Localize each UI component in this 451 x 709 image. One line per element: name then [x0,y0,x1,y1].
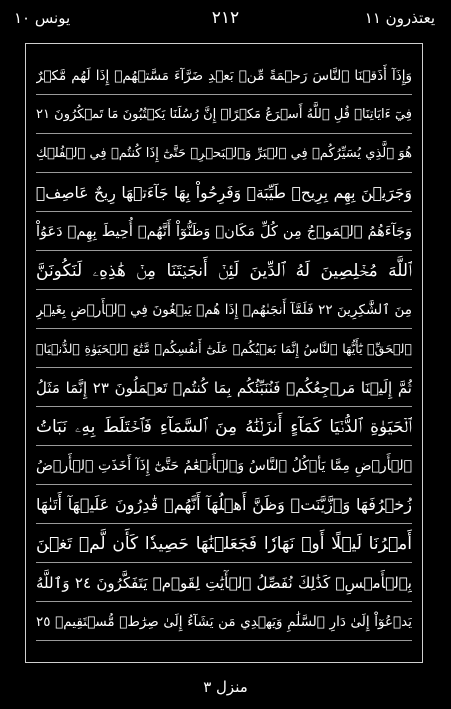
page-number: ٢١٢ [211,8,240,28]
juz-title: يعتذرون ١١ [364,9,435,27]
verse-line: زُخۡرُفَهَا وَٱزَّيَّنَتۡ وَظَنَّ أَهۡلُهَآ أَنَّهُمۡ قَٰدِرُونَ عَلَيۡهَآ أَتَىٰهَا [36,488,412,524]
verse-line: وَجَرَيۡنَ بِهِم بِرِيحٖ طَيِّبَةٖ وَفَرِحُواْ بِهَا جَآءَتۡهَا رِيحٌ عَاصِفٞ [36,176,412,212]
surah-title: يونس ١٠ [14,9,71,27]
verse-line: يَدۡعُوٓاْ إِلَىٰ دَارِ ٱلسَّلَٰمِ وَيَهۡدِي مَن يَشَآءُ إِلَىٰ صِرَٰطٖ مُّسۡتَقِيمٖ ٢٥ [36,605,412,641]
verse-line: ٱلۡحَيَوٰةِ ٱلدُّنۡيَا كَمَآءٍ أَنزَلۡنَٰهُ مِنَ ٱلسَّمَآءِ فَٱخۡتَلَطَ بِهِۦ نَبَاتُ [36,410,412,446]
verse-line: ٱلۡحَقِّۗ يَٰٓأَيُّهَا ٱلنَّاسُ إِنَّمَا بَغۡيُكُمۡ عَلَىٰٓ أَنفُسِكُمۖ مَّتَٰعَ ٱلۡحَيَوٰةِ ٱلدُّنۡيَاۖ [36,332,412,368]
page-header [0,6,451,32]
verse-line: مِنَ ٱلشَّٰكِرِينَ ٢٢ فَلَمَّآ أَنجَىٰهُمۡ إِذَا هُمۡ يَبۡغُونَ فِي ٱلۡأَرۡضِ بِغَيۡرِ [36,293,412,329]
manzil-footer: منزل ٣ [203,678,248,696]
verse-line: ثُمَّ إِلَيۡنَا مَرۡجِعُكُمۡ فَنُنَبِّئُكُم بِمَا كُنتُمۡ تَعۡمَلُونَ ٢٣ إِنَّمَا مَثَلُ [36,371,412,407]
verse-line: وَإِذَآ أَذَقۡنَا ٱلنَّاسَ رَحۡمَةً مِّنۢ بَعۡدِ ضَرَّآءَ مَسَّتۡهُمۡ إِذَا لَهُم مَّكۡرٌ [36,59,412,95]
verse-line: ٱلۡأَرۡضِ مِمَّا يَأۡكُلُ ٱلنَّاسُ وَٱلۡأَنۡعَٰمُ حَتَّىٰٓ إِذَآ أَخَذَتِ ٱلۡأَرۡضُ [36,449,412,485]
verse-line: هُوَ ٱلَّذِي يُسَيِّرُكُمۡ فِي ٱلۡبَرِّ وَٱلۡبَحۡرِۖ حَتَّىٰٓ إِذَا كُنتُمۡ فِي ٱلۡفُلۡكِ [36,137,412,173]
verse-line: ٱللَّهَ مُخۡلِصِينَ لَهُ ٱلدِّينَ لَئِنۡ أَنجَيۡتَنَا مِنۡ هَٰذِهِۦ لَنَكُونَنَّ [36,254,412,290]
verse-line: فِيٓ ءَايَاتِنَاۚ قُلِ ٱللَّهُ أَسۡرَعُ مَكۡرًاۚ إِنَّ رُسُلَنَا يَكۡتُبُونَ مَا تَمۡكُرُونَ ٢١ [36,98,412,134]
verse-line: وَجَآءَهُمُ ٱلۡمَوۡجُ مِن كُلِّ مَكَانٖ وَظَنُّوٓاْ أَنَّهُمۡ أُحِيطَ بِهِمۡ دَعَوُاْ [36,215,412,251]
verse-line: أَمۡرُنَا لَيۡلًا أَوۡ نَهَارٗا فَجَعَلۡنَٰهَا حَصِيدٗا كَأَن لَّمۡ تَغۡنَ [36,527,412,563]
verse-line: بِٱلۡأَمۡسِۚ كَذَٰلِكَ نُفَصِّلُ ٱلۡأٓيَٰتِ لِقَوۡمٖ يَتَفَكَّرُونَ ٢٤ وَٱللَّهُ [36,566,412,602]
verse-lines [36,59,412,649]
